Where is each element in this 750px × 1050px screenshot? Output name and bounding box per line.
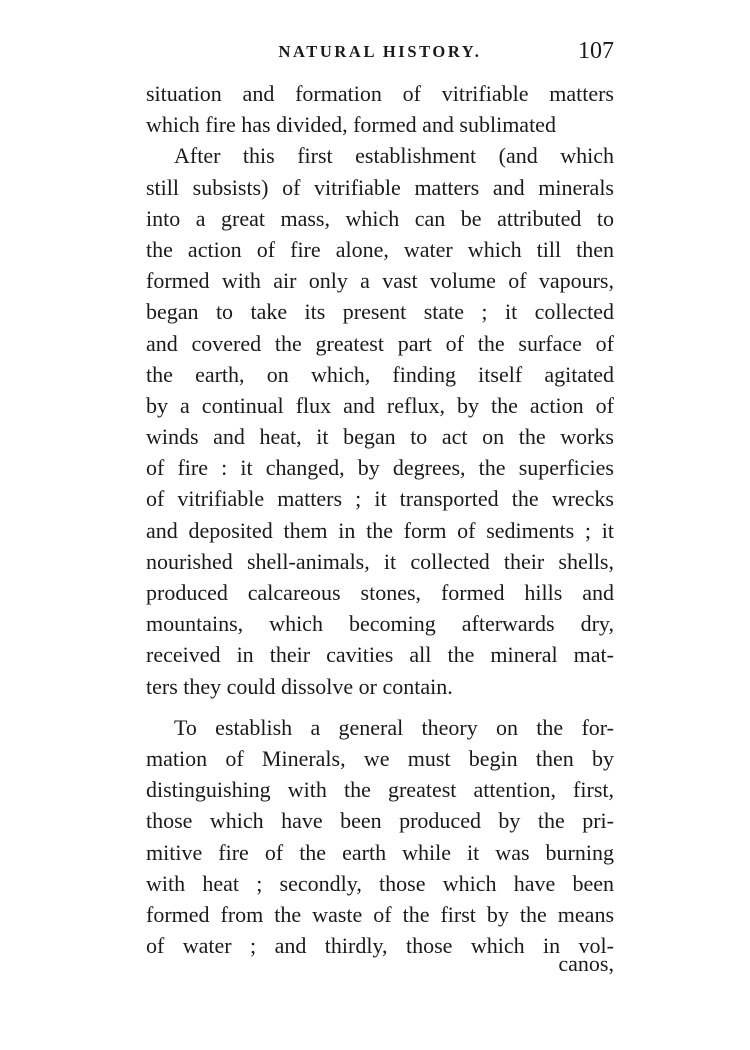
text-line: To establish a general theory on the for-: [174, 714, 614, 740]
text-line: of fire : it changed, by degrees, the superficies: [146, 455, 614, 481]
paragraph-establishment: [146, 140, 614, 701]
text-line: produced calcareous stones, formed hills and: [146, 580, 614, 605]
paragraph-continued: [146, 78, 614, 140]
text-line: of water ; and thirdly, those which in vol-: [146, 933, 614, 959]
text-line: mountains, which becoming afterwards dry,: [146, 611, 614, 637]
text-line: mitive fire of the earth while it was burning: [146, 839, 614, 865]
page-number: 107: [578, 38, 614, 64]
text-line: began to take its present state ; it collected: [146, 299, 614, 325]
text-line: by a continual flux and reflux, by the action of: [146, 392, 614, 418]
text-line: ters they could dissolve or contain.: [146, 673, 453, 699]
text-line: still subsists) of vitrifiable matters and minerals: [146, 174, 614, 200]
text-line: and covered the greatest part of the surface of: [146, 330, 614, 356]
text-line: which fire has divided, formed and sublimated: [146, 112, 556, 138]
body-text: [146, 78, 614, 961]
text-line: situation and formation of vitrifiable matters: [146, 81, 614, 106]
text-line: the action of fire alone, water which till then: [146, 236, 614, 262]
text-line: winds and heat, it began to act on the works: [146, 424, 614, 450]
text-line: and deposited them in the form of sediments ; it: [146, 517, 614, 543]
running-head: [146, 38, 614, 68]
paragraph-theory: [146, 712, 614, 962]
text-line: of vitrifiable matters ; it transported the wrecks: [146, 486, 614, 512]
text-line: mation of Minerals, we must begin then by: [146, 745, 614, 771]
text-line: After this first establishment (and which: [174, 143, 614, 169]
paragraph-gap: [146, 702, 614, 712]
text-line: formed from the waste of the first by the means: [146, 901, 614, 927]
text-line: received in their cavities all the mineral mat-: [146, 642, 614, 668]
catchword: canos,: [558, 951, 614, 976]
text-line: formed with air only a vast volume of vapours,: [146, 268, 614, 294]
text-line: those which have been produced by the pri-: [146, 808, 614, 834]
running-title: NATURAL HISTORY.: [278, 42, 482, 61]
text-line: into a great mass, which can be attributed to: [146, 205, 614, 231]
text-line: distinguishing with the greatest attention, first,: [146, 777, 614, 803]
text-line: the earth, on which, finding itself agitated: [146, 361, 614, 387]
text-line: nourished shell-animals, it collected their shells,: [146, 548, 614, 574]
text-line: with heat ; secondly, those which have been: [146, 870, 614, 896]
